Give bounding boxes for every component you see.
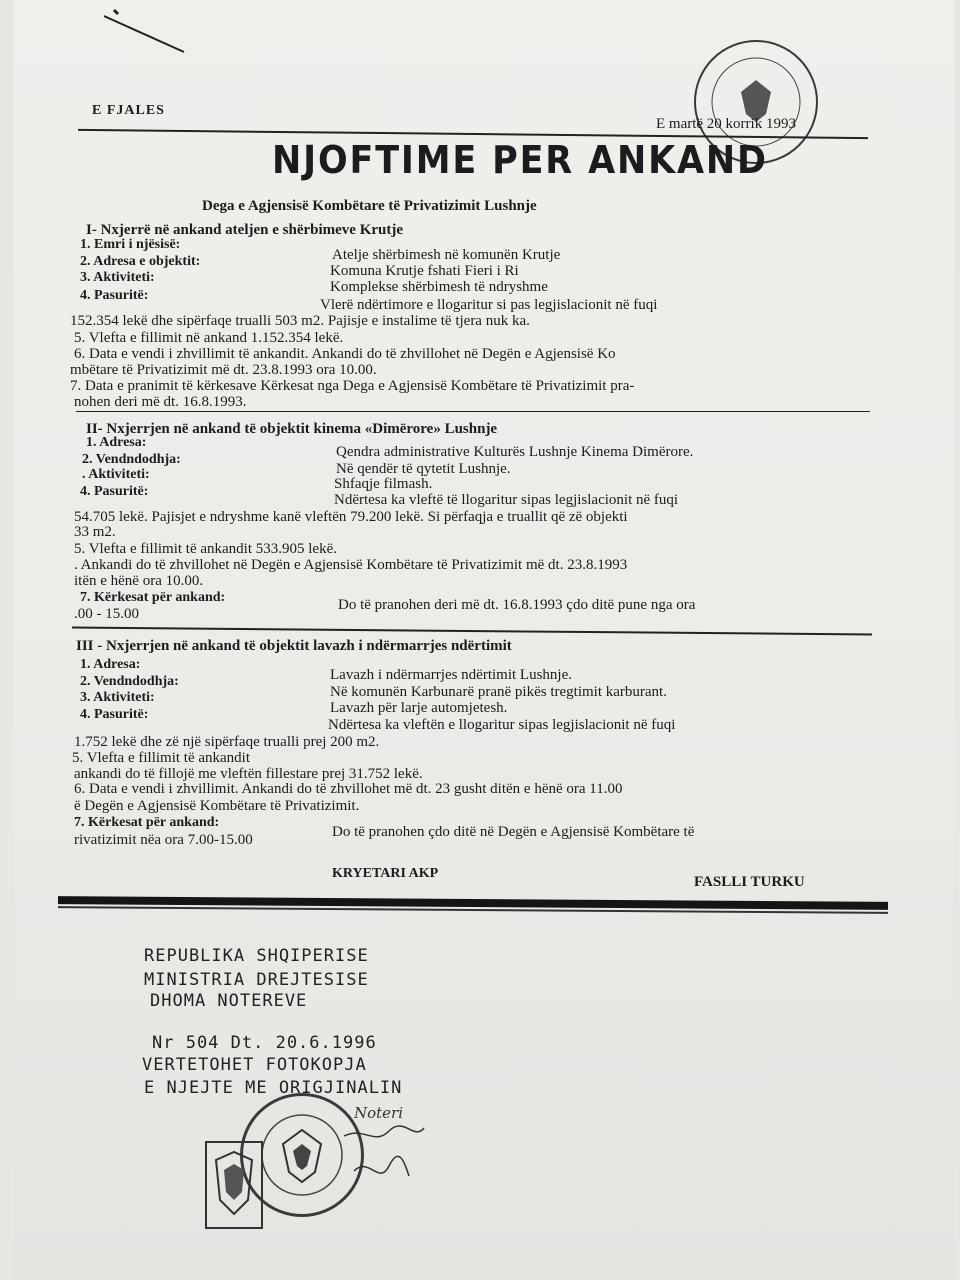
s2-item-4-value: Ndërtesa ka vleftë të llogaritur sipas legjislacionit në fuqi	[334, 492, 679, 508]
s2-request-tail: .00 - 15.00	[74, 606, 139, 622]
pen-mark	[104, 8, 194, 58]
s3-line-3: ankandi do të fillojë me vleftën fillestare prej 31.752 lekë.	[74, 766, 423, 782]
s1-item-2-label: 2. Adresa e objektit:	[80, 254, 201, 269]
s1-item-4-value: Vlerë ndërtimore e llogaritur si pas legjislacionit në fuqi	[320, 297, 658, 313]
s3-item-4-label: 4. Pasuritë:	[80, 707, 149, 722]
s1-item-3-value: Komplekse shërbimesh të ndryshme	[330, 279, 548, 295]
cert-line-2: MINISTRIA DREJTESISE	[144, 970, 369, 990]
s3-line-4: 6. Data e vendi i zhvillimit. Ankandi do të zhvillohet më dt. 23 gusht ditën e hënë ora 11.00	[74, 781, 623, 797]
signature-name: FASLLI TURKU	[694, 874, 805, 890]
signature-title: KRYETARI AKP	[332, 866, 439, 881]
publication-name: E FJALES	[92, 103, 165, 118]
s2-request-value: Do të pranohen deri më dt. 16.8.1993 çdo ditë pune nga ora	[338, 597, 696, 613]
section-1-heading: I- Nxjerrë në ankand ateljen e shërbimeve Krutje	[86, 222, 404, 238]
cert-line-1: REPUBLIKA SHQIPERISE	[144, 946, 369, 966]
s3-item-3-value: Lavazh për larje automjetesh.	[330, 700, 508, 716]
s1-line-5: 7. Data e pranimit të kërkesave Kërkesat nga Dega e Agjensisë Kombëtare të Privatizimit pra-	[70, 378, 635, 394]
s3-item-1-value: Lavazh i ndërmarrjes ndërtimit Lushnje.	[330, 667, 572, 683]
s3-item-2-label: 2. Vendndodhja:	[80, 674, 179, 689]
s2-request-label: 7. Kërkesat për ankand:	[80, 590, 226, 605]
s2-item-4-label: 4. Pasuritë:	[80, 484, 149, 499]
s1-item-4-label: 4. Pasuritë:	[80, 288, 149, 303]
s2-line-2: 33 m2.	[74, 524, 116, 540]
s2-item-2-value: Në qendër të qytetit Lushnje.	[336, 461, 511, 477]
document-page	[14, 0, 954, 1280]
section-2-heading: II- Nxjerrjen në ankand të objektit kinema «Dimërore» Lushnje	[86, 421, 498, 437]
s3-request-label: 7. Kërkesat për ankand:	[74, 815, 220, 830]
s3-item-2-value: Në komunën Karbunarë pranë pikës tregtimit karburant.	[330, 684, 667, 700]
s3-line-5: ë Degën e Agjensisë Kombëtare të Privatizimit.	[74, 798, 360, 814]
section-rule-2	[72, 627, 872, 636]
s1-line-1: 152.354 lekë dhe sipërfaqe trualli 503 m2. Pajisje e instalime të tjera nuk ka.	[70, 313, 530, 329]
cert-line-6: E NJEJTE ME ORIGJINALIN	[144, 1078, 403, 1098]
s2-item-3-label: . Aktiviteti:	[82, 467, 150, 482]
cert-line-3: DHOMA NOTEREVE	[150, 991, 308, 1011]
s2-line-4: . Ankandi do të zhvillohet në Degën e Agjensisë Kombëtare të Privatizimit më dt. 23.8.1993	[74, 557, 628, 573]
s1-line-6: nohen deri më dt. 16.8.1993.	[74, 394, 247, 410]
s1-item-1-value: Atelje shërbimesh në komunën Krutje	[332, 247, 561, 263]
publication-date: E martë 20 korrik 1993	[656, 116, 796, 132]
section-3-heading: III - Nxjerrjen në ankand të objektit lavazh i ndërmarrjes ndërtimit	[76, 638, 512, 654]
s1-line-4: mbëtare të Privatizimit më dt. 23.8.1993 ora 10.00.	[70, 362, 377, 378]
s1-item-2-value: Komuna Krutje fshati Fieri i Ri	[330, 263, 519, 279]
s2-item-3-value: Shfaqje filmash.	[334, 476, 433, 492]
s3-request-value: Do të pranohen çdo ditë në Degën e Agjensisë Kombëtare të	[332, 824, 695, 840]
s3-item-3-label: 3. Aktiviteti:	[80, 690, 155, 705]
s3-line-2: 5. Vlefta e fillimit të ankandit	[72, 750, 251, 766]
s1-item-3-label: 3. Aktiviteti:	[80, 270, 155, 285]
s3-item-4-value: Ndërtesa ka vleftën e llogaritur sipas legjislacionit në fuqi	[328, 717, 676, 733]
cert-line-5: VERTETOHET FOTOKOPJA	[142, 1055, 367, 1075]
page-title: NJOFTIME PER ANKAND	[272, 138, 768, 182]
s1-line-2: 5. Vlefta e fillimit në ankand 1.152.354 lekë.	[74, 330, 344, 346]
s3-line-1: 1.752 lekë dhe zë një sipërfaqe trualli prej 200 m2.	[74, 734, 380, 750]
cert-number-line: Nr 504 Dt. 20.6.1996	[152, 1033, 377, 1053]
s2-item-2-label: 2. Vendndodhja:	[82, 452, 181, 467]
s2-line-3: 5. Vlefta e fillimit të ankandit 533.905 lekë.	[74, 541, 337, 557]
s1-line-3: 6. Data e vendi i zhvillimit të ankandit. Ankandi do të zhvillohet në Degën e Agjensisë Ko	[74, 346, 616, 362]
notary-signature-text: Noteri	[354, 1104, 404, 1122]
s3-request-tail: rivatizimit nëa ora 7.00-15.00	[74, 832, 253, 848]
s1-item-1-label: 1. Emri i njësisë:	[80, 237, 181, 252]
coat-of-arms-icon	[204, 1140, 264, 1230]
s2-item-1-label: 1. Adresa:	[86, 435, 147, 450]
s3-item-1-label: 1. Adresa:	[80, 657, 141, 672]
s2-item-1-value: Qendra administrative Kulturës Lushnje Kinema Dimërore.	[336, 444, 694, 460]
section-rule-1	[76, 411, 870, 412]
handwritten-signature	[334, 1116, 434, 1196]
s2-line-1: 54.705 lekë. Pajisjet e ndryshme kanë vleftën 79.200 lekë. Si përfaqja e truallit që zë objekti	[74, 509, 628, 525]
subtitle: Dega e Agjensisë Kombëtare të Privatizimit Lushnje	[202, 198, 537, 214]
s2-line-5: itën e hënë ora 10.00.	[74, 573, 204, 589]
